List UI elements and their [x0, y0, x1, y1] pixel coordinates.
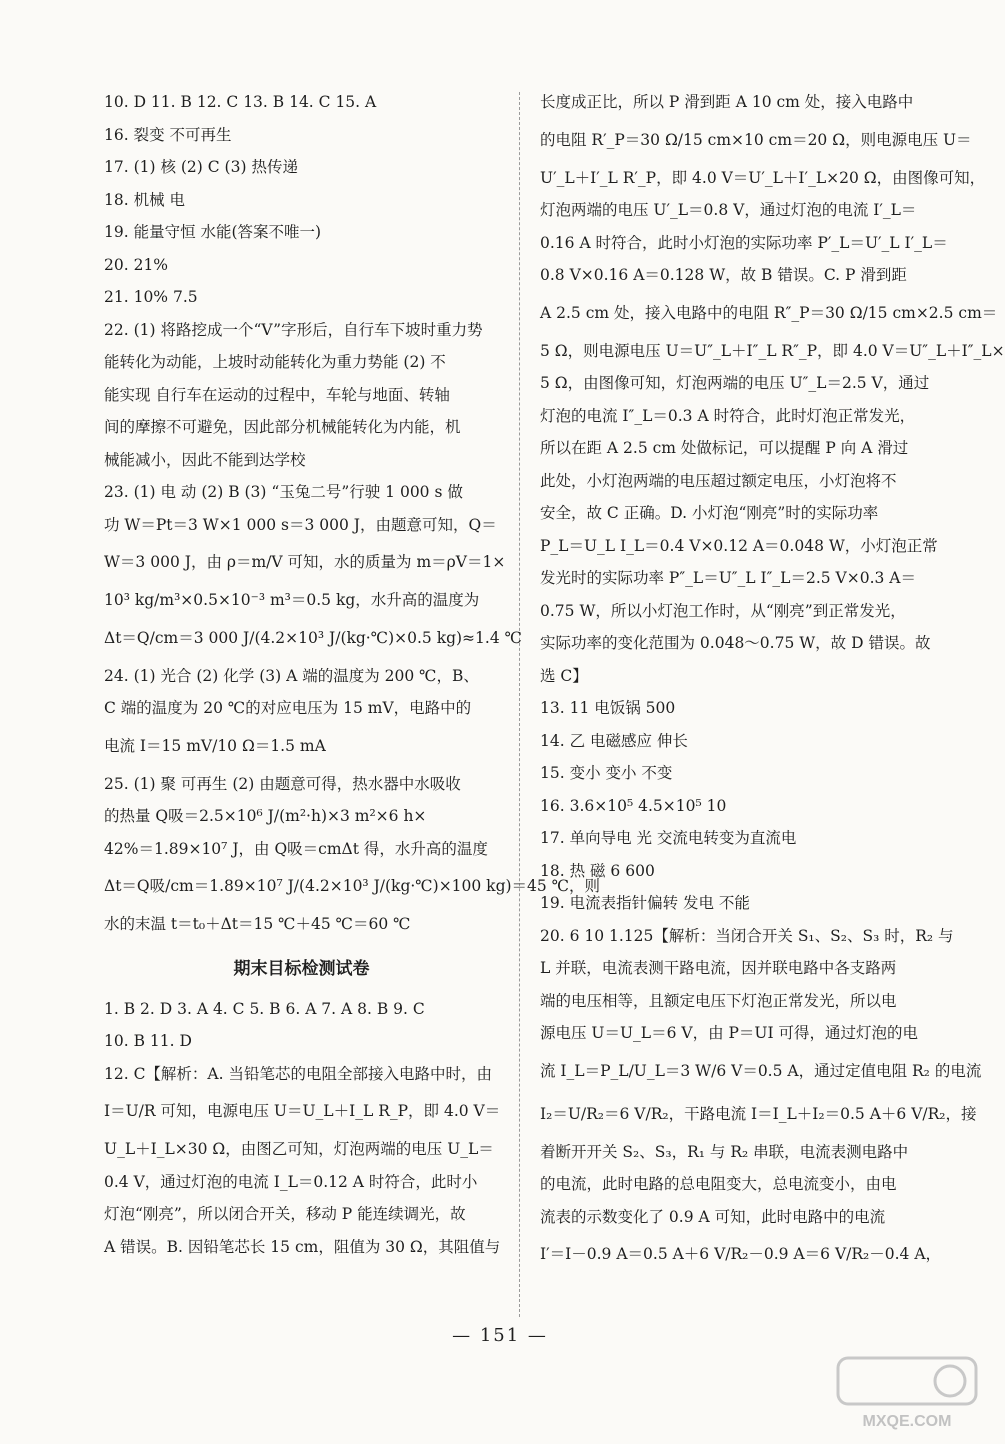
answer-line: 安全，故 C 正确。D. 小灯泡“刚亮”时的实际功率: [540, 504, 879, 522]
answer-line: 19. 能量守恒 水能(答案不唯一): [104, 223, 322, 241]
answer-line: 12. C【解析：A. 当铅笔芯的电阻全部接入电路中时，由: [104, 1064, 492, 1083]
answer-line: 19. 电流表指针偏转 发电 不能: [540, 894, 750, 912]
answer-line: A 错误。B. 因铅笔芯长 15 cm，阻值为 30 Ω，其阻值与: [104, 1237, 501, 1256]
formula-line: 的电阻 R′_P＝30 Ω/15 cm×10 cm＝20 Ω，则电源电压 U＝: [540, 130, 972, 149]
answer-line: 21. 10% 7.5: [104, 288, 198, 306]
answer-line: 间的摩擦不可避免，因此部分机械能转化为内能，机: [104, 418, 461, 436]
formula-line: Δt＝Q/cm＝3 000 J/(4.2×10³ J/(kg·℃)×0.5 kg)≈1.4 ℃: [104, 628, 522, 647]
watermark-text: MXQE.COM: [862, 1413, 952, 1430]
formula-line: Δt＝Q吸/cm＝1.89×10⁷ J/(4.2×10³ J/(kg·℃)×100 kg)＝45 ℃，则: [104, 877, 601, 895]
answer-line: 灯泡的电流 I″_L＝0.3 A 时符合，此时灯泡正常发光，: [540, 406, 916, 425]
answer-line: 发光时的实际功率 P″_L＝U″_L I″_L＝2.5 V×0.3 A＝: [540, 569, 916, 587]
answer-line: 10³ kg/m³×0.5×10⁻³ m³＝0.5 kg，水升高的温度为: [104, 591, 480, 609]
answer-line: 10. B 11. D: [104, 1032, 192, 1050]
answer-line: 能转化为动能，上坡时动能转化为重力势能 (2) 不: [104, 353, 446, 371]
answer-line: 0.4 V，通过灯泡的电流 I_L＝0.12 A 时符合，此时小: [104, 1172, 478, 1191]
answer-line: 的电流，此时电路的总电阻变大，总电流变小，由电: [540, 1175, 897, 1193]
formula-line: A 2.5 cm 处，接入电路中的电阻 R″_P＝30 Ω/15 cm×2.5 cm＝: [540, 303, 998, 322]
answer-line: 15. 变小 变小 不变: [540, 764, 673, 782]
answer-line: 端的电压相等，且额定电压下灯泡正常发光，所以电: [540, 991, 897, 1010]
answer-line: 20. 6 10 1.125【解析：当闭合开关 S₁、S₂、S₃ 时，R₂ 与: [540, 926, 954, 945]
answer-line: 18. 机械 电: [104, 190, 186, 209]
right-column: [540, 86, 1005, 1276]
answer-line: 流表的示数变化了 0.9 A 可知，此时电路中的电流: [540, 1207, 886, 1226]
formula-line: 电流 I＝15 mV/10 Ω＝1.5 mA: [104, 736, 326, 755]
answer-line: 14. 乙 电磁感应 伸长: [540, 731, 688, 750]
answer-line: W＝3 000 J，由 ρ＝m/V 可知，水的质量为 m＝ρV＝1×: [104, 553, 506, 571]
watermark-logo: [832, 1352, 982, 1432]
column-divider: [519, 92, 520, 1317]
answer-line: L 并联，电流表测干路电流，因并联电路中各支路两: [540, 959, 897, 977]
answer-line: 长度成正比，所以 P 滑到距 A 10 cm 处，接入电路中: [540, 93, 914, 111]
answer-line: 0.8 V×0.16 A＝0.128 W，故 B 错误。C. P 滑到距: [540, 266, 907, 284]
answer-line: 灯泡两端的电压 U′_L＝0.8 V，通过灯泡的电流 I′_L＝: [540, 201, 917, 219]
answer-line: 5 Ω，则电源电压 U＝U″_L＋I″_L R″_P，即 4.0 V＝U″_L＋I″_L×: [540, 341, 1005, 360]
answer-line: 0.75 W，所以小灯泡工作时，从“刚亮”到正常发光，: [540, 601, 906, 620]
answer-line: 16. 3.6×10⁵ 4.5×10⁵ 10: [540, 796, 727, 815]
answer-line: 18. 热 磁 6 600: [540, 861, 655, 880]
section-title: 期末目标检测试卷: [233, 958, 370, 979]
formula-line: I′＝I－0.9 A＝0.5 A＋6 V/R₂－0.9 A＝6 V/R₂－0.4 A，: [540, 1245, 942, 1263]
answer-line: 水的末温 t＝t₀＋Δt＝15 ℃＋45 ℃＝60 ℃: [104, 915, 411, 933]
answer-line: 源电压 U＝U_L＝6 V，由 P＝UI 可得，通过灯泡的电: [540, 1024, 919, 1042]
page-number: — 151 —: [452, 1325, 548, 1346]
answer-line: 所以在距 A 2.5 cm 处做标记，可以提醒 P 向 A 滑过: [540, 439, 909, 457]
answer-line: 能实现 自行车在运动的过程中，车轮与地面、转轴: [104, 385, 450, 404]
answer-line: 25. (1) 聚 可再生 (2) 由题意可得，热水器中水吸收: [104, 774, 461, 793]
answer-line: 17. 单向导电 光 交流电转变为直流电: [540, 829, 797, 847]
answer-line: 20. 21%: [104, 255, 169, 274]
answer-line: 此处，小灯泡两端的电压超过额定电压，小灯泡将不: [540, 471, 897, 490]
answer-line: C 端的温度为 20 ℃的对应电压为 15 mV，电路中的: [104, 699, 472, 717]
answer-line: 22. (1) 将路挖成一个“V”字形后，自行车下坡时重力势: [104, 320, 483, 339]
formula-line: I＝U/R 可知，电源电压 U＝U_L＋I_L R_P，即 4.0 V＝: [104, 1102, 501, 1120]
answer-line: 选 C】: [540, 666, 588, 685]
answer-line: 0.16 A 时符合，此时小灯泡的实际功率 P′_L＝U′_L I′_L＝: [540, 233, 948, 252]
formula-line: I₂＝U/R₂＝6 V/R₂，干路电流 I＝I_L＋I₂＝0.5 A＋6 V/R₂，接: [540, 1104, 977, 1123]
answer-line: 功 W＝Pt＝3 W×1 000 s＝3 000 J，由题意可知，Q＝: [104, 515, 497, 534]
answer-line: 实际功率的变化范围为 0.048～0.75 W，故 D 错误。故: [540, 634, 931, 652]
answer-line: 24. (1) 光合 (2) 化学 (3) A 端的温度为 200 ℃，B、: [104, 666, 479, 685]
answer-line: 42%＝1.89×10⁷ J，由 Q吸＝cmΔt 得，水升高的温度: [104, 839, 488, 858]
formula-line: 流 I_L＝P_L/U_L＝3 W/6 V＝0.5 A，通过定值电阻 R₂ 的电流: [540, 1061, 982, 1080]
answer-line: 的热量 Q吸＝2.5×10⁶ J/(m²·h)×3 m²×6 h×: [104, 807, 427, 825]
answer-line: 13. 11 电饭锅 500: [540, 699, 676, 717]
answer-line: 械能减小，因此不能到达学校: [104, 450, 306, 469]
answer-line: 16. 裂变 不可再生: [104, 125, 232, 144]
answer-line: P_L＝U_L I_L＝0.4 V×0.12 A＝0.048 W，小灯泡正常: [540, 536, 938, 555]
answer-line: 23. (1) 电 动 (2) B (3) “玉兔二号”行驶 1 000 s 做: [104, 483, 463, 501]
answer-line: 5 Ω，由图像可知，灯泡两端的电压 U″_L＝2.5 V，通过: [540, 374, 930, 392]
answer-line: 1. B 2. D 3. A 4. C 5. B 6. A 7. A 8. B 9. C: [104, 999, 425, 1018]
answer-line: U′_L＋I′_L R′_P，即 4.0 V＝U′_L＋I′_L×20 Ω，由图像可知，: [540, 168, 986, 187]
answer-line: 17. (1) 核 (2) C (3) 热传递: [104, 158, 298, 176]
answer-line: 着断开开关 S₂、S₃，R₁ 与 R₂ 串联，电流表测电路中: [540, 1142, 909, 1161]
answer-line: 10. D 11. B 12. C 13. B 14. C 15. A: [104, 93, 377, 111]
answer-line: U_L＋I_L×30 Ω，由图乙可知，灯泡两端的电压 U_L＝: [104, 1140, 494, 1158]
answer-line: 灯泡“刚亮”，所以闭合开关，移动 P 能连续调光，故: [104, 1205, 466, 1223]
